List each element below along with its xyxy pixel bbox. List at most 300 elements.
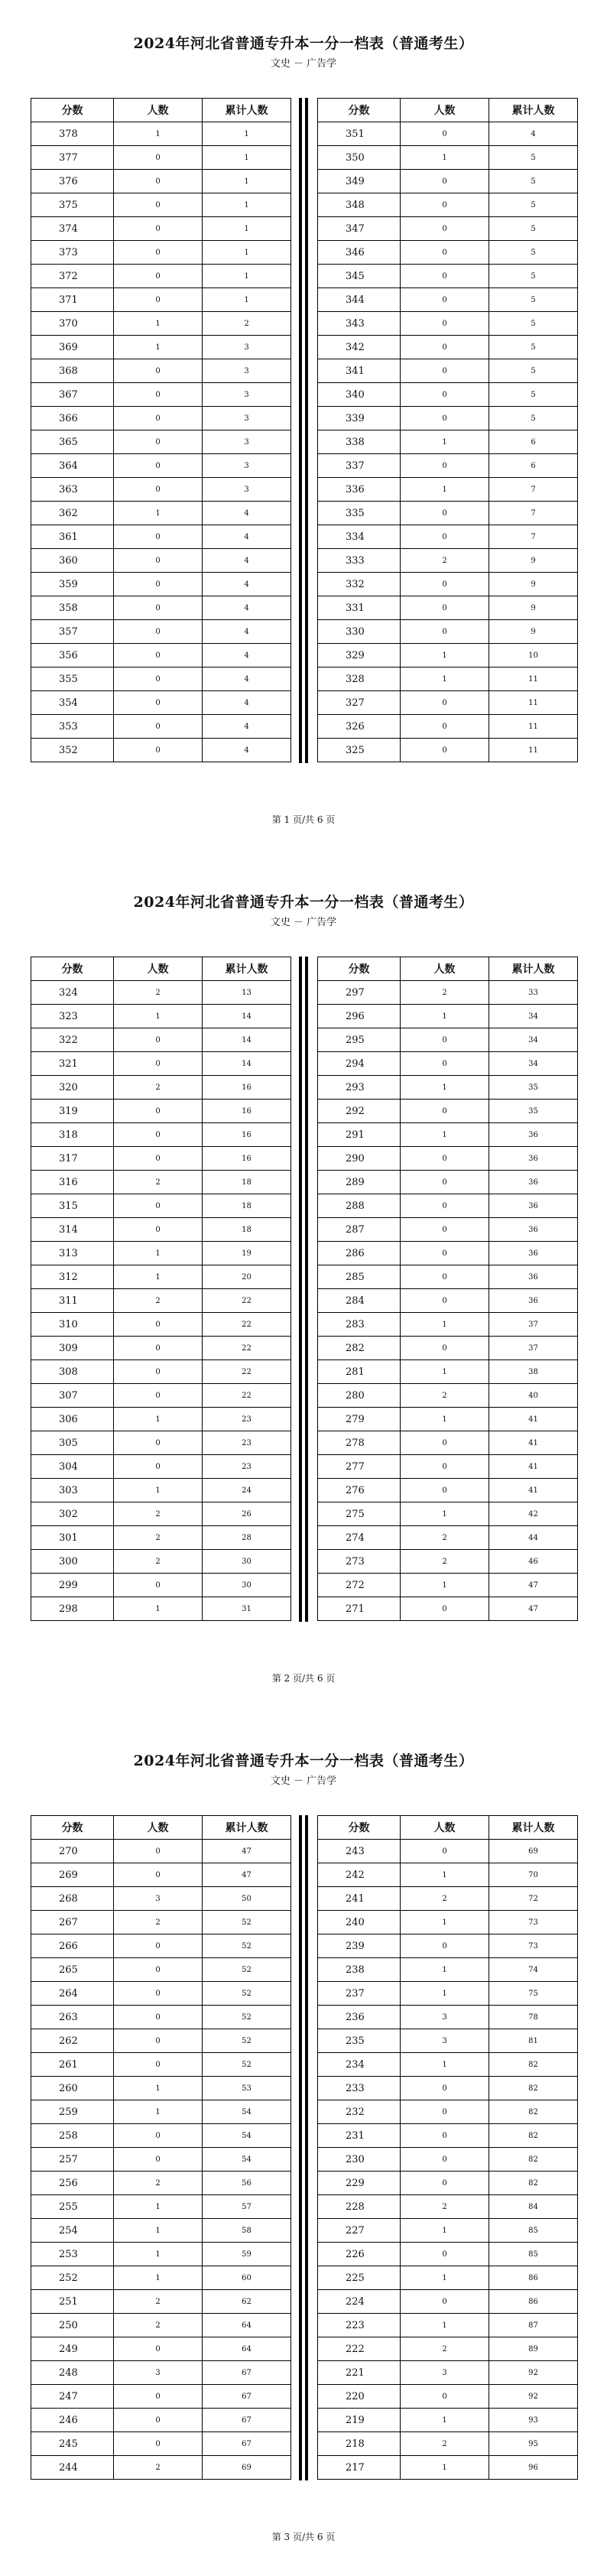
score-cell: 371	[31, 288, 114, 312]
table-row	[31, 1597, 291, 1621]
count-cell: 1	[401, 430, 489, 454]
score-cell: 217	[318, 2456, 401, 2480]
score-cell: 218	[318, 2432, 401, 2456]
score-cell: 307	[31, 1384, 114, 1408]
count-cell: 0	[401, 1455, 489, 1479]
cumulative-cell: 23	[203, 1408, 291, 1431]
score-cell: 309	[31, 1337, 114, 1360]
table-row	[31, 2029, 291, 2053]
table-row	[31, 1100, 291, 1123]
score-cell: 313	[31, 1242, 114, 1265]
table-row	[31, 478, 291, 502]
cumulative-cell: 86	[489, 2266, 578, 2290]
header-cumulative: 累计人数	[203, 957, 291, 981]
score-cell: 238	[318, 1958, 401, 1982]
score-cell: 282	[318, 1337, 401, 1360]
header-score: 分数	[31, 99, 114, 122]
count-cell: 1	[114, 2266, 203, 2290]
score-cell: 346	[318, 241, 401, 265]
table-row	[318, 2314, 578, 2337]
score-cell: 241	[318, 1887, 401, 1911]
table-row	[31, 2195, 291, 2219]
table-row	[318, 2337, 578, 2361]
score-cell: 370	[31, 312, 114, 336]
score-cell: 288	[318, 1194, 401, 1218]
cumulative-cell: 9	[489, 549, 578, 573]
table-row	[31, 1982, 291, 2006]
table-row	[31, 336, 291, 359]
count-cell: 0	[114, 478, 203, 502]
count-cell: 0	[401, 336, 489, 359]
score-cell: 352	[31, 739, 114, 762]
score-cell: 365	[31, 430, 114, 454]
count-cell: 2	[114, 1289, 203, 1313]
count-cell: 3	[401, 2006, 489, 2029]
table-row	[31, 1360, 291, 1384]
table-row	[318, 1218, 578, 1242]
table-row	[318, 1076, 578, 1100]
header-count: 人数	[401, 957, 489, 981]
cumulative-cell: 69	[489, 1840, 578, 1863]
score-cell: 243	[318, 1840, 401, 1863]
cumulative-cell: 75	[489, 1982, 578, 2006]
count-cell: 0	[401, 241, 489, 265]
table-row	[318, 1455, 578, 1479]
cumulative-cell: 52	[203, 1982, 291, 2006]
table-row	[31, 2409, 291, 2432]
cumulative-cell: 52	[203, 2006, 291, 2029]
table-row	[318, 122, 578, 146]
column-divider	[305, 957, 308, 1622]
count-cell: 0	[114, 2053, 203, 2077]
cumulative-cell: 56	[203, 2172, 291, 2195]
score-cell: 279	[318, 1408, 401, 1431]
count-cell: 0	[114, 1123, 203, 1147]
table-row	[31, 170, 291, 193]
cumulative-cell: 19	[203, 1242, 291, 1265]
cumulative-cell: 14	[203, 1028, 291, 1052]
score-cell: 368	[31, 359, 114, 383]
table-row	[318, 2148, 578, 2172]
count-cell: 0	[114, 383, 203, 407]
count-cell: 0	[401, 288, 489, 312]
count-cell: 1	[401, 2409, 489, 2432]
cumulative-cell: 41	[489, 1455, 578, 1479]
table-row	[318, 265, 578, 288]
table-row	[318, 2219, 578, 2243]
cumulative-cell: 22	[203, 1360, 291, 1384]
count-cell: 0	[401, 2148, 489, 2172]
score-cell: 224	[318, 2290, 401, 2314]
cumulative-cell: 1	[203, 170, 291, 193]
cumulative-cell: 14	[203, 1005, 291, 1028]
page-3	[0, 1717, 607, 2576]
table-row	[318, 573, 578, 596]
table-row	[31, 1218, 291, 1242]
count-cell: 1	[401, 2219, 489, 2243]
count-cell: 0	[401, 2290, 489, 2314]
count-cell: 0	[401, 193, 489, 217]
count-cell: 1	[401, 2266, 489, 2290]
score-cell: 349	[318, 170, 401, 193]
score-cell: 231	[318, 2124, 401, 2148]
score-cell: 323	[31, 1005, 114, 1028]
count-cell: 1	[114, 2219, 203, 2243]
score-cell: 230	[318, 2148, 401, 2172]
count-cell: 1	[401, 1360, 489, 1384]
count-cell: 2	[114, 1911, 203, 1934]
score-cell: 337	[318, 454, 401, 478]
table-row	[318, 691, 578, 715]
table-row	[31, 1337, 291, 1360]
table-row	[318, 1502, 578, 1526]
count-cell: 0	[401, 265, 489, 288]
count-cell: 0	[401, 1431, 489, 1455]
score-cell: 246	[31, 2409, 114, 2432]
cumulative-cell: 47	[203, 1863, 291, 1887]
table-row	[31, 715, 291, 739]
score-cell: 331	[318, 596, 401, 620]
count-cell: 0	[114, 193, 203, 217]
cumulative-cell: 73	[489, 1934, 578, 1958]
score-cell: 319	[31, 1100, 114, 1123]
score-cell: 286	[318, 1242, 401, 1265]
count-cell: 0	[114, 715, 203, 739]
count-cell: 1	[401, 644, 489, 668]
cumulative-cell: 26	[203, 1502, 291, 1526]
count-cell: 0	[401, 502, 489, 525]
header-count: 人数	[114, 1816, 203, 1840]
table-row	[31, 1934, 291, 1958]
cumulative-cell: 9	[489, 620, 578, 644]
cumulative-cell: 4	[203, 620, 291, 644]
table-row	[318, 2077, 578, 2100]
table-row	[318, 170, 578, 193]
cumulative-cell: 4	[203, 668, 291, 691]
score-cell: 335	[318, 502, 401, 525]
table-row	[318, 1911, 578, 1934]
count-cell: 0	[401, 454, 489, 478]
cumulative-cell: 52	[203, 1934, 291, 1958]
score-cell: 339	[318, 407, 401, 430]
column-divider	[299, 957, 302, 1622]
cumulative-cell: 31	[203, 1597, 291, 1621]
count-cell: 0	[114, 1840, 203, 1863]
cumulative-cell: 1	[203, 217, 291, 241]
count-cell: 2	[401, 1887, 489, 1911]
score-cell: 327	[318, 691, 401, 715]
score-cell: 289	[318, 1171, 401, 1194]
table-row	[318, 454, 578, 478]
table-row	[318, 2006, 578, 2029]
count-cell: 0	[401, 217, 489, 241]
count-cell: 0	[114, 739, 203, 762]
score-cell: 377	[31, 146, 114, 170]
count-cell: 1	[114, 1479, 203, 1502]
table-row	[31, 1887, 291, 1911]
table-row	[31, 217, 291, 241]
count-cell: 0	[114, 2148, 203, 2172]
score-cell: 261	[31, 2053, 114, 2077]
table-row	[318, 1982, 578, 2006]
cumulative-cell: 36	[489, 1123, 578, 1147]
score-cell: 252	[31, 2266, 114, 2290]
score-cell: 239	[318, 1934, 401, 1958]
cumulative-cell: 44	[489, 1526, 578, 1550]
page-title: 2024年河北省普通专升本一分一档表（普通考生）	[133, 894, 474, 911]
table-row	[318, 668, 578, 691]
count-cell: 2	[114, 1550, 203, 1574]
cumulative-cell: 37	[489, 1337, 578, 1360]
table-row	[318, 2456, 578, 2480]
count-cell: 0	[114, 241, 203, 265]
page-2	[0, 859, 607, 1717]
score-cell: 354	[31, 691, 114, 715]
cumulative-cell: 78	[489, 2006, 578, 2029]
table-row	[318, 1597, 578, 1621]
count-cell: 0	[401, 525, 489, 549]
table-row	[318, 1863, 578, 1887]
count-cell: 0	[401, 1242, 489, 1265]
count-cell: 0	[114, 1218, 203, 1242]
cumulative-cell: 86	[489, 2290, 578, 2314]
cumulative-cell: 67	[203, 2409, 291, 2432]
cumulative-cell: 82	[489, 2077, 578, 2100]
table-row	[31, 1911, 291, 1934]
score-cell: 271	[318, 1597, 401, 1621]
count-cell: 0	[114, 2385, 203, 2409]
cumulative-cell: 34	[489, 1028, 578, 1052]
count-cell: 0	[114, 525, 203, 549]
count-cell: 0	[114, 146, 203, 170]
cumulative-cell: 85	[489, 2243, 578, 2266]
table-row	[31, 691, 291, 715]
table-row	[318, 2290, 578, 2314]
header-cumulative: 累计人数	[203, 1816, 291, 1840]
cumulative-cell: 10	[489, 644, 578, 668]
cumulative-cell: 1	[203, 146, 291, 170]
score-cell: 248	[31, 2361, 114, 2385]
score-cell: 372	[31, 265, 114, 288]
count-cell: 0	[401, 573, 489, 596]
score-cell: 258	[31, 2124, 114, 2148]
count-cell: 0	[401, 691, 489, 715]
score-cell: 257	[31, 2148, 114, 2172]
cumulative-cell: 22	[203, 1337, 291, 1360]
count-cell: 2	[401, 1384, 489, 1408]
cumulative-cell: 41	[489, 1431, 578, 1455]
score-cell: 329	[318, 644, 401, 668]
cumulative-cell: 64	[203, 2314, 291, 2337]
cumulative-cell: 4	[203, 739, 291, 762]
count-cell: 1	[401, 1574, 489, 1597]
table-row	[318, 2385, 578, 2409]
score-cell: 336	[318, 478, 401, 502]
cumulative-cell: 7	[489, 502, 578, 525]
cumulative-cell: 42	[489, 1502, 578, 1526]
table-row	[318, 1574, 578, 1597]
cumulative-cell: 16	[203, 1147, 291, 1171]
score-cell: 343	[318, 312, 401, 336]
score-cell: 280	[318, 1384, 401, 1408]
cumulative-cell: 38	[489, 1360, 578, 1384]
score-cell: 373	[31, 241, 114, 265]
cumulative-cell: 5	[489, 265, 578, 288]
score-cell: 333	[318, 549, 401, 573]
score-table-left	[31, 98, 291, 762]
table-row	[31, 1455, 291, 1479]
score-cell: 347	[318, 217, 401, 241]
count-cell: 0	[114, 407, 203, 430]
cumulative-cell: 5	[489, 217, 578, 241]
table-row	[318, 502, 578, 525]
table-row	[31, 525, 291, 549]
count-cell: 0	[401, 715, 489, 739]
cumulative-cell: 3	[203, 336, 291, 359]
table-row	[318, 596, 578, 620]
score-cell: 332	[318, 573, 401, 596]
cumulative-cell: 23	[203, 1455, 291, 1479]
header-count: 人数	[401, 1816, 489, 1840]
cumulative-cell: 7	[489, 525, 578, 549]
count-cell: 1	[401, 1982, 489, 2006]
table-row	[318, 1289, 578, 1313]
table-row	[318, 2100, 578, 2124]
table-row	[318, 2361, 578, 2385]
cumulative-cell: 16	[203, 1076, 291, 1100]
score-cell: 233	[318, 2077, 401, 2100]
header-count: 人数	[401, 99, 489, 122]
score-table-right	[317, 957, 578, 1621]
cumulative-cell: 5	[489, 336, 578, 359]
cumulative-cell: 82	[489, 2172, 578, 2195]
score-cell: 363	[31, 478, 114, 502]
cumulative-cell: 4	[203, 502, 291, 525]
cumulative-cell: 34	[489, 1005, 578, 1028]
count-cell: 2	[114, 2456, 203, 2480]
cumulative-cell: 74	[489, 1958, 578, 1982]
score-cell: 353	[31, 715, 114, 739]
score-cell: 378	[31, 122, 114, 146]
cumulative-cell: 22	[203, 1384, 291, 1408]
count-cell: 2	[401, 1526, 489, 1550]
count-cell: 0	[114, 2006, 203, 2029]
cumulative-cell: 40	[489, 1384, 578, 1408]
cumulative-cell: 18	[203, 1194, 291, 1218]
cumulative-cell: 1	[203, 241, 291, 265]
count-cell: 0	[114, 454, 203, 478]
count-cell: 0	[114, 549, 203, 573]
table-row	[318, 336, 578, 359]
score-cell: 268	[31, 1887, 114, 1911]
count-cell: 0	[401, 1194, 489, 1218]
table-row	[31, 1550, 291, 1574]
score-cell: 228	[318, 2195, 401, 2219]
page-subtitle: 文史 － 广告学	[270, 917, 337, 928]
score-cell: 242	[318, 1863, 401, 1887]
score-cell: 269	[31, 1863, 114, 1887]
table-row	[31, 2290, 291, 2314]
table-row	[31, 1574, 291, 1597]
table-row	[31, 2077, 291, 2100]
count-cell: 1	[114, 1408, 203, 1431]
score-cell: 260	[31, 2077, 114, 2100]
cumulative-cell: 60	[203, 2266, 291, 2290]
score-cell: 220	[318, 2385, 401, 2409]
count-cell: 2	[401, 1550, 489, 1574]
cumulative-cell: 93	[489, 2409, 578, 2432]
count-cell: 1	[114, 312, 203, 336]
table-row	[318, 2053, 578, 2077]
count-cell: 0	[114, 691, 203, 715]
table-row	[318, 2029, 578, 2053]
cumulative-cell: 70	[489, 1863, 578, 1887]
score-cell: 359	[31, 573, 114, 596]
table-row	[31, 573, 291, 596]
cumulative-cell: 72	[489, 1887, 578, 1911]
table-row	[31, 1863, 291, 1887]
score-cell: 369	[31, 336, 114, 359]
table-row	[318, 739, 578, 762]
table-row	[31, 1171, 291, 1194]
cumulative-cell: 22	[203, 1313, 291, 1337]
count-cell: 0	[401, 1171, 489, 1194]
header-count: 人数	[114, 99, 203, 122]
cumulative-cell: 52	[203, 1911, 291, 1934]
score-table-left	[31, 1815, 291, 2480]
count-cell: 3	[401, 2361, 489, 2385]
cumulative-cell: 46	[489, 1550, 578, 1574]
table-row	[31, 2385, 291, 2409]
cumulative-cell: 11	[489, 668, 578, 691]
count-cell: 0	[401, 312, 489, 336]
count-cell: 0	[114, 2409, 203, 2432]
cumulative-cell: 54	[203, 2148, 291, 2172]
score-cell: 273	[318, 1550, 401, 1574]
table-row	[318, 549, 578, 573]
score-cell: 255	[31, 2195, 114, 2219]
count-cell: 1	[401, 1911, 489, 1934]
table-row	[31, 1147, 291, 1171]
cumulative-cell: 96	[489, 2456, 578, 2480]
score-cell: 375	[31, 193, 114, 217]
table-row	[31, 2361, 291, 2385]
count-cell: 0	[114, 1982, 203, 2006]
table-row	[318, 1337, 578, 1360]
table-row	[31, 1502, 291, 1526]
score-cell: 316	[31, 1171, 114, 1194]
table-row	[318, 1526, 578, 1550]
count-cell: 1	[114, 2243, 203, 2266]
score-cell: 299	[31, 1574, 114, 1597]
cumulative-cell: 4	[203, 573, 291, 596]
count-cell: 0	[401, 2243, 489, 2266]
cumulative-cell: 23	[203, 1431, 291, 1455]
count-cell: 0	[114, 1313, 203, 1337]
count-cell: 2	[114, 1171, 203, 1194]
count-cell: 2	[401, 549, 489, 573]
table-row	[31, 739, 291, 762]
count-cell: 0	[114, 359, 203, 383]
cumulative-cell: 4	[203, 549, 291, 573]
score-cell: 287	[318, 1218, 401, 1242]
table-row	[318, 1360, 578, 1384]
cumulative-cell: 64	[203, 2337, 291, 2361]
cumulative-cell: 82	[489, 2148, 578, 2172]
table-row	[318, 2124, 578, 2148]
cumulative-cell: 24	[203, 1479, 291, 1502]
count-cell: 0	[114, 1384, 203, 1408]
